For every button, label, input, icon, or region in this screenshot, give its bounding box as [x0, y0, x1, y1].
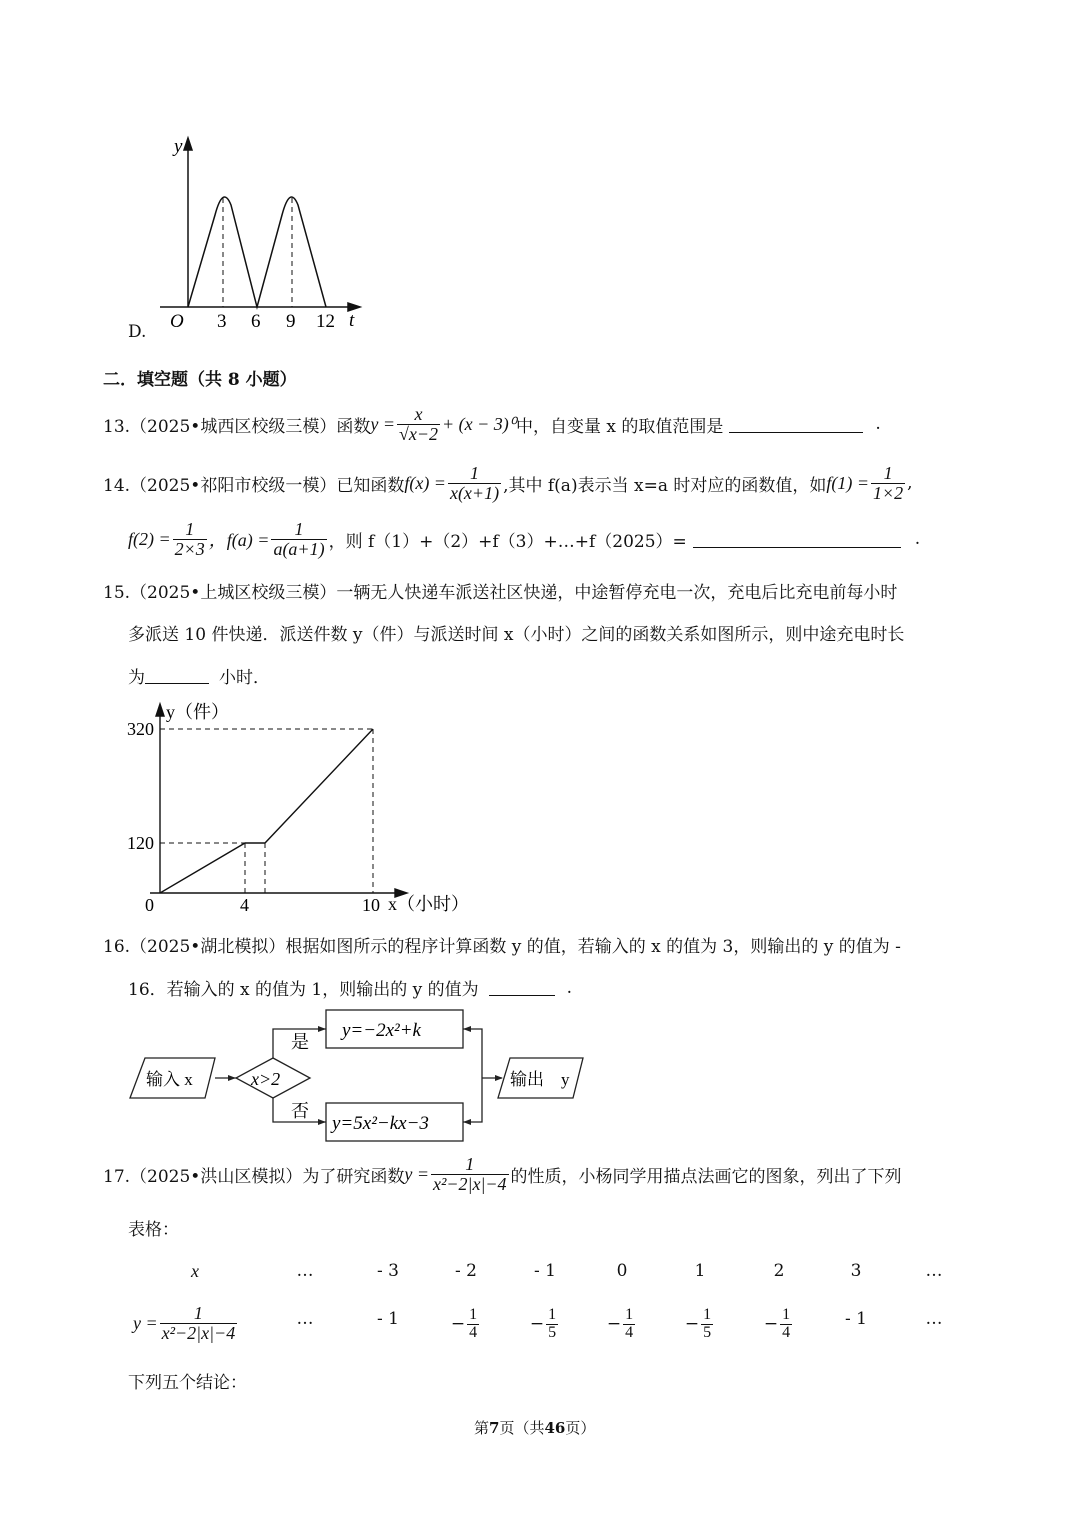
q15-text: 小时． — [219, 668, 270, 688]
y-tick: 320 — [127, 719, 154, 739]
table-x-cell: 3 — [850, 1261, 862, 1281]
flowchart — [120, 1000, 600, 1150]
q13-term: + (x − 3)⁰ — [441, 413, 516, 434]
option-d-label: D. — [128, 322, 147, 342]
yes-formula: y=−2x²+k — [342, 1020, 421, 1041]
y-axis-label: y（件） — [166, 702, 229, 722]
table-x-cell: … — [925, 1261, 943, 1281]
no-label: 否 — [291, 1101, 309, 1121]
q16-line1: 16.（2025•湖北模拟）根据如图所示的程序计算函数 y 的值，若输入的 x 的值为 3，则输出的 y 的值为 - — [103, 937, 901, 957]
q15-line3 — [128, 663, 270, 688]
table-y-cell: … — [925, 1309, 943, 1329]
x-tick: 0 — [145, 895, 154, 915]
answer-blank[interactable] — [729, 416, 863, 433]
t-label: t — [349, 310, 355, 331]
input-label: 输入 x — [146, 1070, 193, 1089]
q13-y: y = — [370, 413, 395, 434]
y-axis-arrow — [156, 704, 164, 716]
q15-text: 为 — [128, 668, 145, 688]
function-line — [160, 729, 373, 893]
q17-y: y = — [404, 1163, 429, 1184]
curve — [188, 197, 326, 307]
q13-suffix: 中，自变量 x 的取值范围是 — [515, 416, 724, 437]
question-17 — [103, 1152, 902, 1196]
q14-fx: f(x) = — [404, 472, 446, 493]
q17-prefix: 17.（2025•洪山区模拟）为了研究函数 — [103, 1166, 405, 1187]
q14-f2: f(2) = — [128, 528, 171, 549]
period: . — [875, 414, 881, 434]
table-x-cell: 1 — [694, 1261, 706, 1281]
origin-label: O — [170, 311, 184, 332]
q16-line2 — [128, 975, 572, 1000]
y-label: y — [174, 136, 183, 157]
answer-blank[interactable] — [693, 531, 901, 548]
q14-fa: ，f(a) = — [208, 530, 270, 550]
output-label: 输出 y — [510, 1070, 570, 1089]
x-axis-label: x（小时） — [388, 894, 469, 914]
tick: 12 — [316, 311, 335, 332]
q17-suffix: 的性质，小杨同学用描点法画它的图象，列出了下列 — [510, 1166, 902, 1187]
tick: 3 — [217, 311, 227, 332]
q15-line1: 15.（2025•上城区校级三模）一辆无人快递车派送社区快递，中途暂停充电一次，充电后比充电前每小时 — [103, 583, 898, 603]
table-x-cell: 0 — [616, 1261, 628, 1281]
page-footer: 第 7 页（共 46 页） — [474, 1418, 596, 1437]
x-tick: 10 — [362, 895, 380, 915]
q17-line3: 下列五个结论： — [128, 1373, 247, 1393]
q14-mid: ,其中 f(a)表示当 x=a 时对应的函数值，如 — [503, 475, 827, 496]
x-tick: 4 — [240, 895, 249, 915]
table-y-cell: − $\frac{1}{4}$ — [450, 1306, 478, 1341]
section-title: 二．填空题（共 8 小题） — [103, 370, 297, 390]
table-x-cell: 2 — [773, 1261, 785, 1281]
q15-line2: 多派送 10 件快递．派送件数 y（件）与派送时间 x（小时）之间的函数关系如图所示，则中途充电时长 — [128, 625, 905, 645]
answer-blank[interactable] — [145, 667, 209, 684]
table-y-cell: − $\frac{1}{4}$ — [763, 1306, 791, 1341]
table-x-label: x — [191, 1261, 199, 1281]
question-14-line2 — [128, 518, 920, 560]
table-x-cell: … — [296, 1261, 314, 1281]
tick: 6 — [251, 311, 261, 332]
table-y-cell: … — [296, 1309, 314, 1329]
period: . — [914, 529, 921, 549]
table-y-label: y = $\frac{1}{\text{x²−2|x|−4}}$ — [133, 1303, 236, 1343]
q17-fraction: $\frac{1}{\text{x²−2|x|−4}}$ — [432, 1153, 507, 1194]
yes-label: 是 — [291, 1032, 309, 1052]
answer-blank[interactable] — [489, 979, 555, 996]
q14-fraction: $\frac{1}{a(a+1)}$ — [273, 518, 325, 559]
question-13 — [103, 402, 881, 446]
period: . — [566, 977, 573, 998]
q13-fraction: $\frac{x}{√x-2}$ — [398, 403, 438, 444]
q14-tail: ，则 f（1）+（2）+f（3）+…+f（2025）= — [328, 531, 687, 552]
q14-fraction: $\frac{1}{x(x+1)}$ — [449, 462, 500, 503]
graph-option-d — [120, 130, 380, 345]
table-y-cell: − $\frac{1}{4}$ — [606, 1306, 634, 1341]
q17-line2: 表格： — [128, 1220, 179, 1240]
table-y-cell: − $\frac{1}{5}$ — [529, 1306, 557, 1341]
comma: , — [907, 473, 913, 493]
q14-fraction: $\frac{1}{2\times 3}$ — [174, 518, 205, 559]
graph-q15 — [120, 698, 490, 920]
q13-prefix: 13.（2025•城西区校级三模）函数 — [103, 416, 371, 437]
q14-f1: f(1) = — [826, 472, 869, 493]
table-x-cell: - 2 — [455, 1261, 477, 1281]
condition-label: x>2 — [251, 1069, 281, 1089]
table-y-cell: − $\frac{1}{5}$ — [684, 1306, 712, 1341]
table-x-cell: - 1 — [534, 1261, 556, 1281]
table-y-cell: - 1 — [845, 1309, 867, 1329]
tick: 9 — [286, 311, 296, 332]
q16-text: 16．若输入的 x 的值为 1，则输出的 y 的值为 — [128, 980, 479, 1000]
table-y-cell: - 1 — [377, 1309, 399, 1329]
table-x-cell: - 3 — [377, 1261, 399, 1281]
q14-prefix: 14.（2025•祁阳市校级一模）已知函数 — [103, 475, 405, 496]
question-14 — [103, 462, 913, 504]
no-formula: y=5x²−kx−3 — [332, 1113, 429, 1134]
y-tick: 120 — [127, 833, 154, 853]
y-axis-arrow — [184, 138, 192, 150]
q14-fraction: $\frac{1}{1\times 2}$ — [873, 462, 904, 503]
